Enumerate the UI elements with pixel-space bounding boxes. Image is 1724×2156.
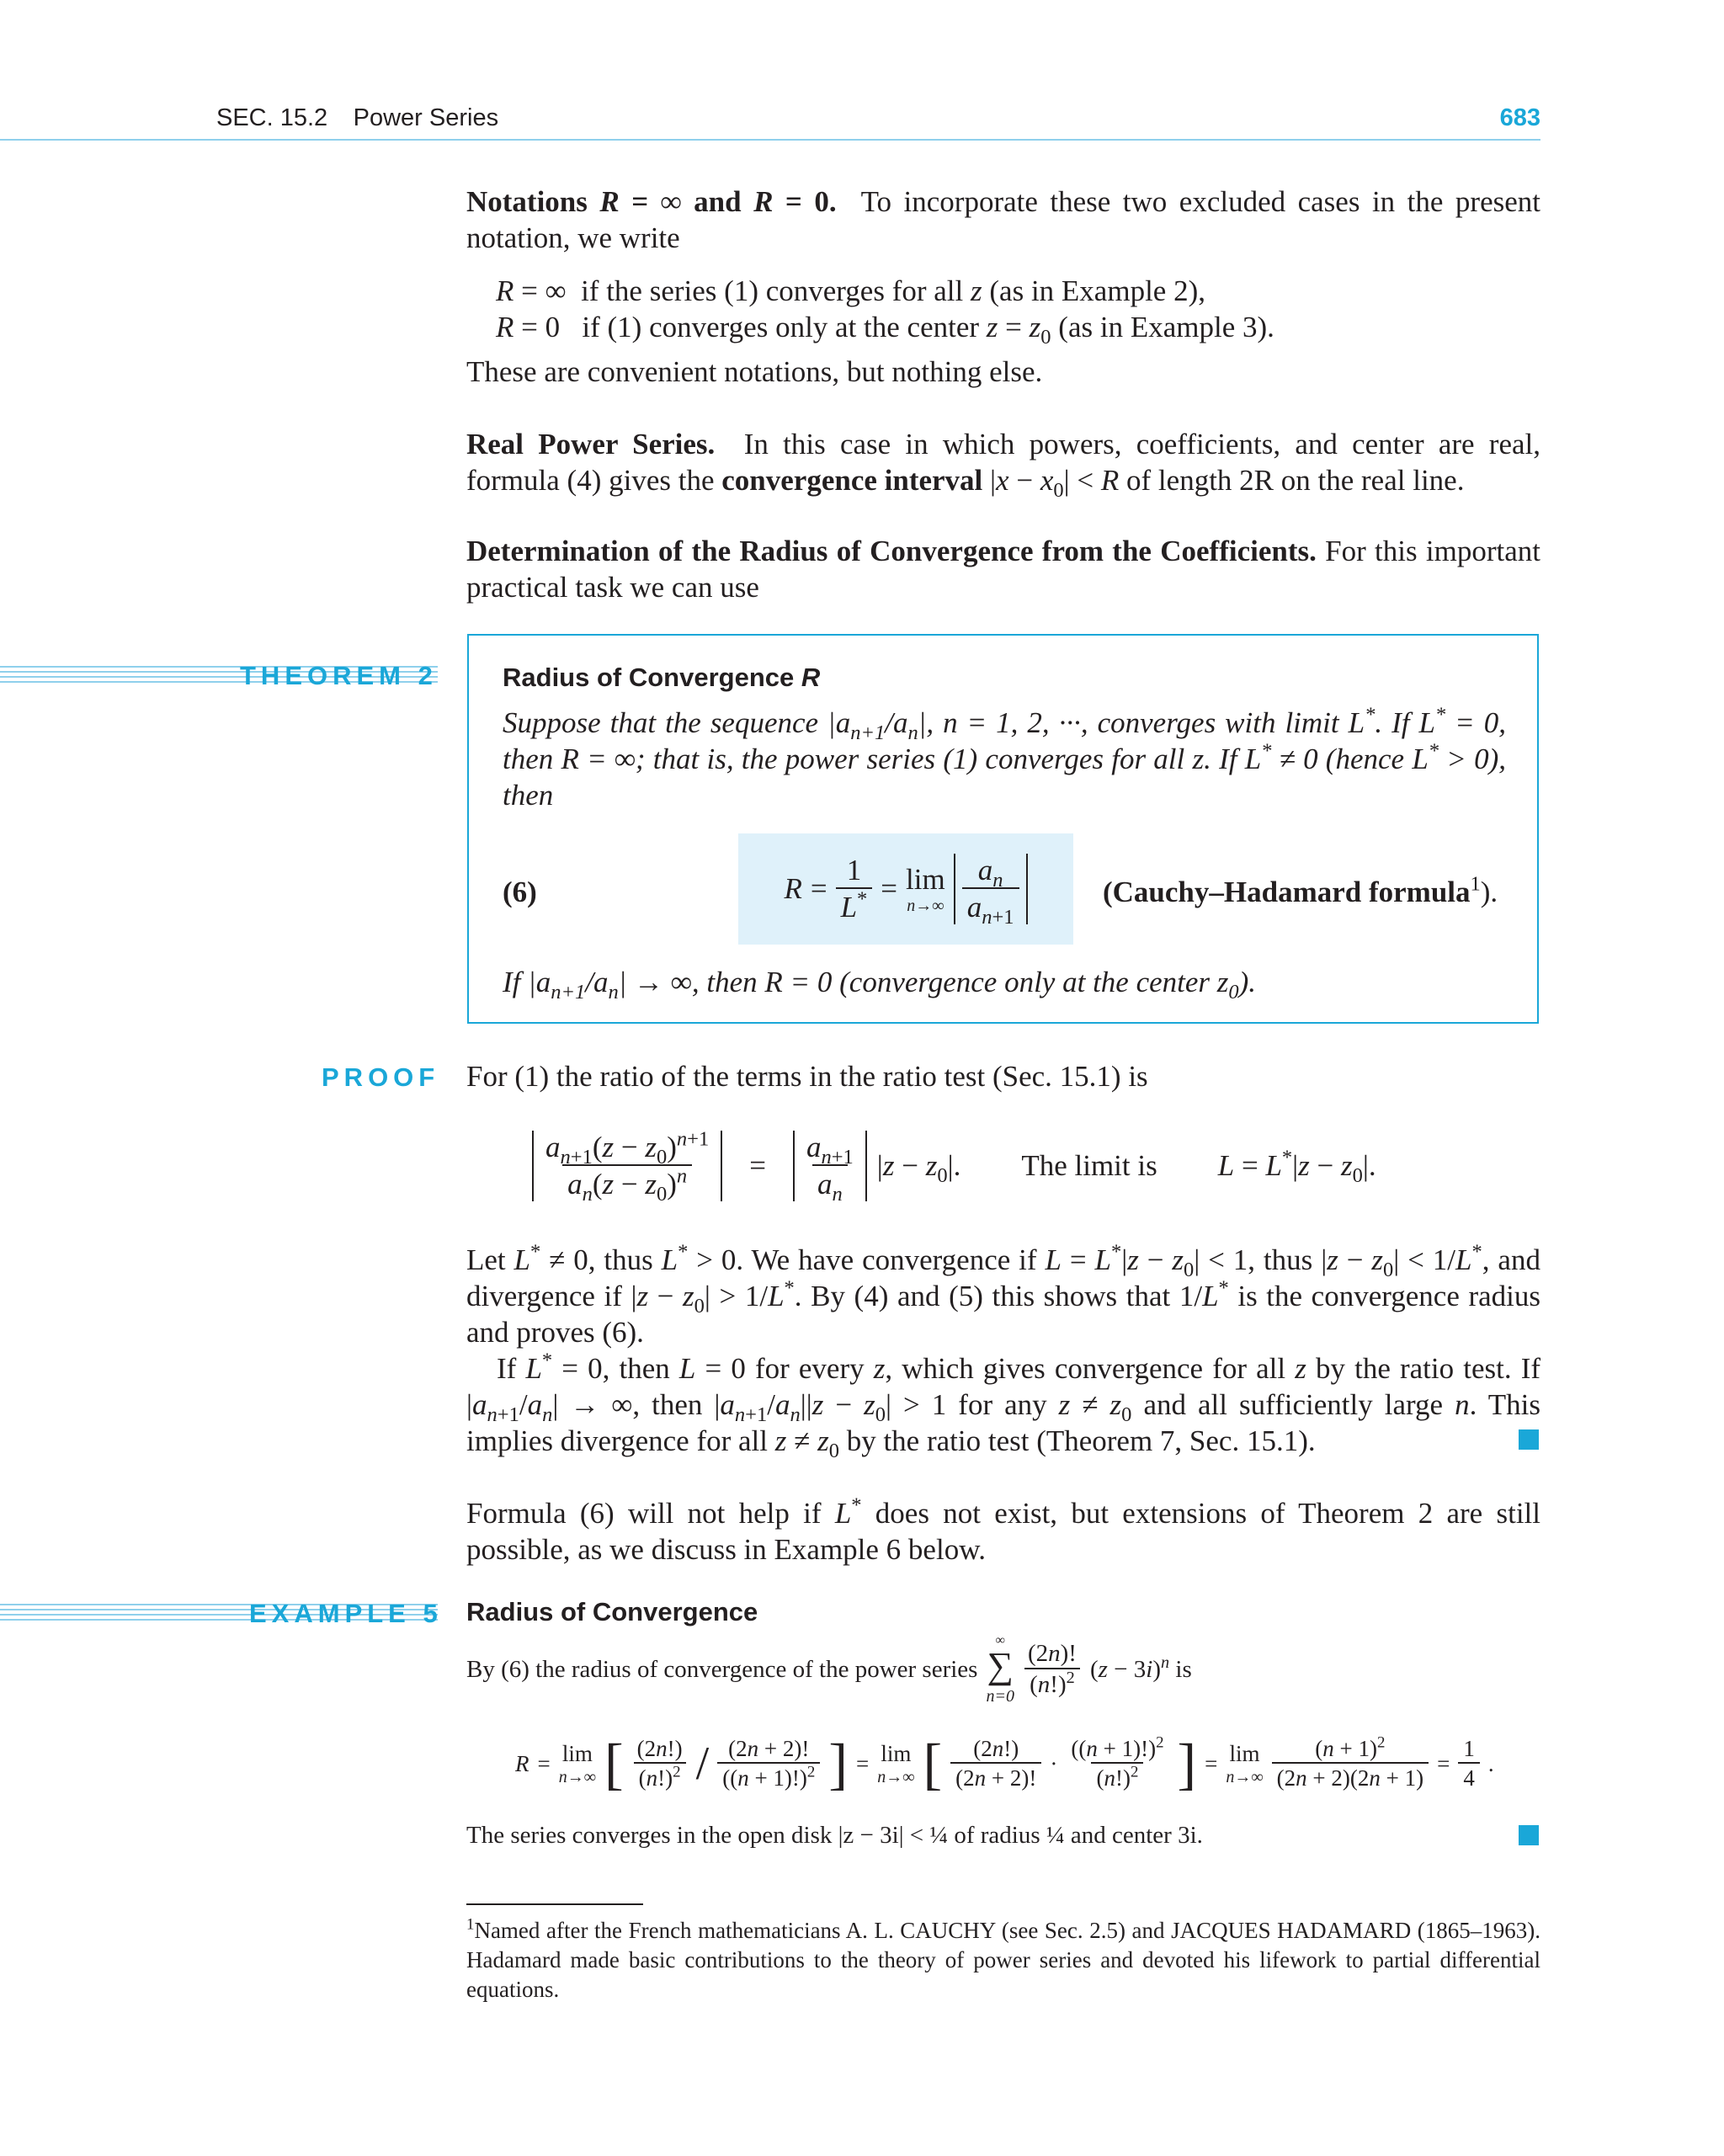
- real-series-paragraph: Real Power Series. In this case in which powers, coefficients, and center are real, formula (4) gives the convergence interval $|x - x_0| < R$ of length 2R on the real line.: [466, 428, 1540, 502]
- notations-after: These are convenient notations, but nothing else.: [466, 355, 1043, 388]
- proof-end-square: [1519, 1429, 1539, 1450]
- real-series-heading: Real Power Series.: [466, 428, 716, 460]
- proof-intro: For (1) the ratio of the terms in the ratio test (Sec. 15.1) is: [466, 1060, 1148, 1093]
- convergence-interval-term: convergence interval: [721, 464, 983, 497]
- section-number: SEC. 15.2: [216, 104, 328, 131]
- header-rule: [0, 139, 1540, 141]
- notations-intro: To incorporate these two excluded cases in the present notation, we write: [466, 185, 1540, 254]
- example-title: Radius of Convergence: [466, 1597, 758, 1626]
- notations-line-2: R = 0 if (1) converges only at the center $z = z_0$ (as in Example 3).: [496, 311, 1274, 349]
- cauchy-hadamard-formula: R = $\frac{1}{L^*}$ = lim n→∞ $\frac{a_n}{a_{n+1}}$: [738, 833, 1073, 945]
- example-computation: R = lim n→∞ [ $\frac{(2n!)}{(n!)^2}$ / $\frac{(2n + 2)!}{((n + 1)!)^2}$ ] = lim n→∞ [ $\frac{(2n!)}{(2n + 2)!}$ · $\frac{((n + 1)!)^2}{(n!)^2}$ ] = lim n→∞ $\frac{(n + 1)^2}{(2n + 2)(2n + 1)}$ = $\frac{1}{4}$ .: [515, 1731, 1494, 1796]
- example-label: EXAMPLE 5: [249, 1599, 443, 1628]
- proof-paragraph-1: Let L* ≠ 0, thus L* > 0. We have convergence if $L = L^*|z - z_0| < 1$, thus $|z - z_0| < 1/L^*$, and divergence if $|z - z_0| > 1/L^*$. By (4) and (5) this shows that 1/L* is the convergence radius and proves (6).: [466, 1240, 1540, 1349]
- example-conclusion: The series converges in the open disk |z − 3i| < ¼ of radius ¼ and center 3i.: [466, 1822, 1203, 1849]
- theorem-statement: Suppose that the sequence $|a_{n+1}/a_n|$, n = 1, 2, ···, converges with limit L*. If L* = 0, then R = ∞; that is, the power series (1) converges for all z. If L* ≠ 0 (hence L* > 0), then: [503, 703, 1507, 812]
- theorem-label: THEOREM 2: [240, 661, 438, 690]
- sum-symbol: ∞ ∑ n=0: [986, 1633, 1014, 1706]
- determination-paragraph: Determination of the Radius of Convergence from the Coefficients. For this important practical task we can use: [466, 535, 1540, 604]
- theorem-title: Radius of Convergence R: [503, 663, 821, 692]
- theorem-box: [467, 634, 1539, 1024]
- example-intro: By (6) the radius of convergence of the power series ∞ ∑ n=0 $\frac{(2n)!}{(n!)^2}$ $(z - 3i)^n$ is: [466, 1633, 1192, 1706]
- limit-text: The limit is: [1021, 1149, 1157, 1182]
- notations-line-1: R = ∞ if the series (1) converges for all z (as in Example 2),: [496, 274, 1205, 307]
- page-number: 683: [1499, 104, 1540, 131]
- footnote-rule: [466, 1903, 643, 1905]
- running-header: [216, 104, 1540, 138]
- theorem-infinite-case: If $|a_{n+1}/a_n|$ → ∞, then R = 0 (convergence only at the center $z_0$).: [503, 966, 1257, 1003]
- footnote: [466, 1916, 1540, 2004]
- proof-paragraph-2: If L* = 0, then L = 0 for every z, which gives convergence for all z by the ratio test. If $|a_{n+1}/a_n|$ → ∞, then $|a_{n+1}/a_n||z - z_0| > 1$ for any $z \ne z_0$ and all sufficiently large n. This implies divergence for all $z \ne z_0$ by the ratio test (Theorem 7, Sec. 15.1).: [466, 1349, 1541, 1462]
- formula-note: Formula (6) will not help if L* does not exist, but extensions of Theorem 2 are still possible, as we discuss in Example 6 below.: [466, 1493, 1540, 1566]
- section-title: Power Series: [353, 104, 499, 131]
- footnote-mark: 1: [466, 1915, 475, 1934]
- notations-heading: Notations R = ∞ and R = 0.: [466, 185, 837, 218]
- determination-heading: Determination of the Radius of Convergence from the Coefficients.: [466, 535, 1317, 567]
- notations-paragraph: [466, 184, 1540, 256]
- footnote-text: Named after the French mathematicians A. L. CAUCHY (see Sec. 2.5) and JACQUES HADAMARD (1865–1963). Hadamard made basic contributions to the theory of power series and devoted his lifework to partial differential equations.: [466, 1918, 1540, 2002]
- equation-number: (6): [503, 876, 537, 908]
- example-end-square: [1519, 1825, 1539, 1845]
- ratio-equation: $\frac{a_{n+1}(z - z_0)^{n+1}}{a_n(z - z_0)^n}$ = $\frac{a_{n+1}}{a_n}$ $|z - z_0|$. The limit is $L = L^*|z - z_0|$.: [532, 1124, 1542, 1208]
- proof-label: PROOF: [322, 1062, 440, 1092]
- formula-name: (Cauchy–Hadamard formula$^1$).: [1103, 872, 1498, 908]
